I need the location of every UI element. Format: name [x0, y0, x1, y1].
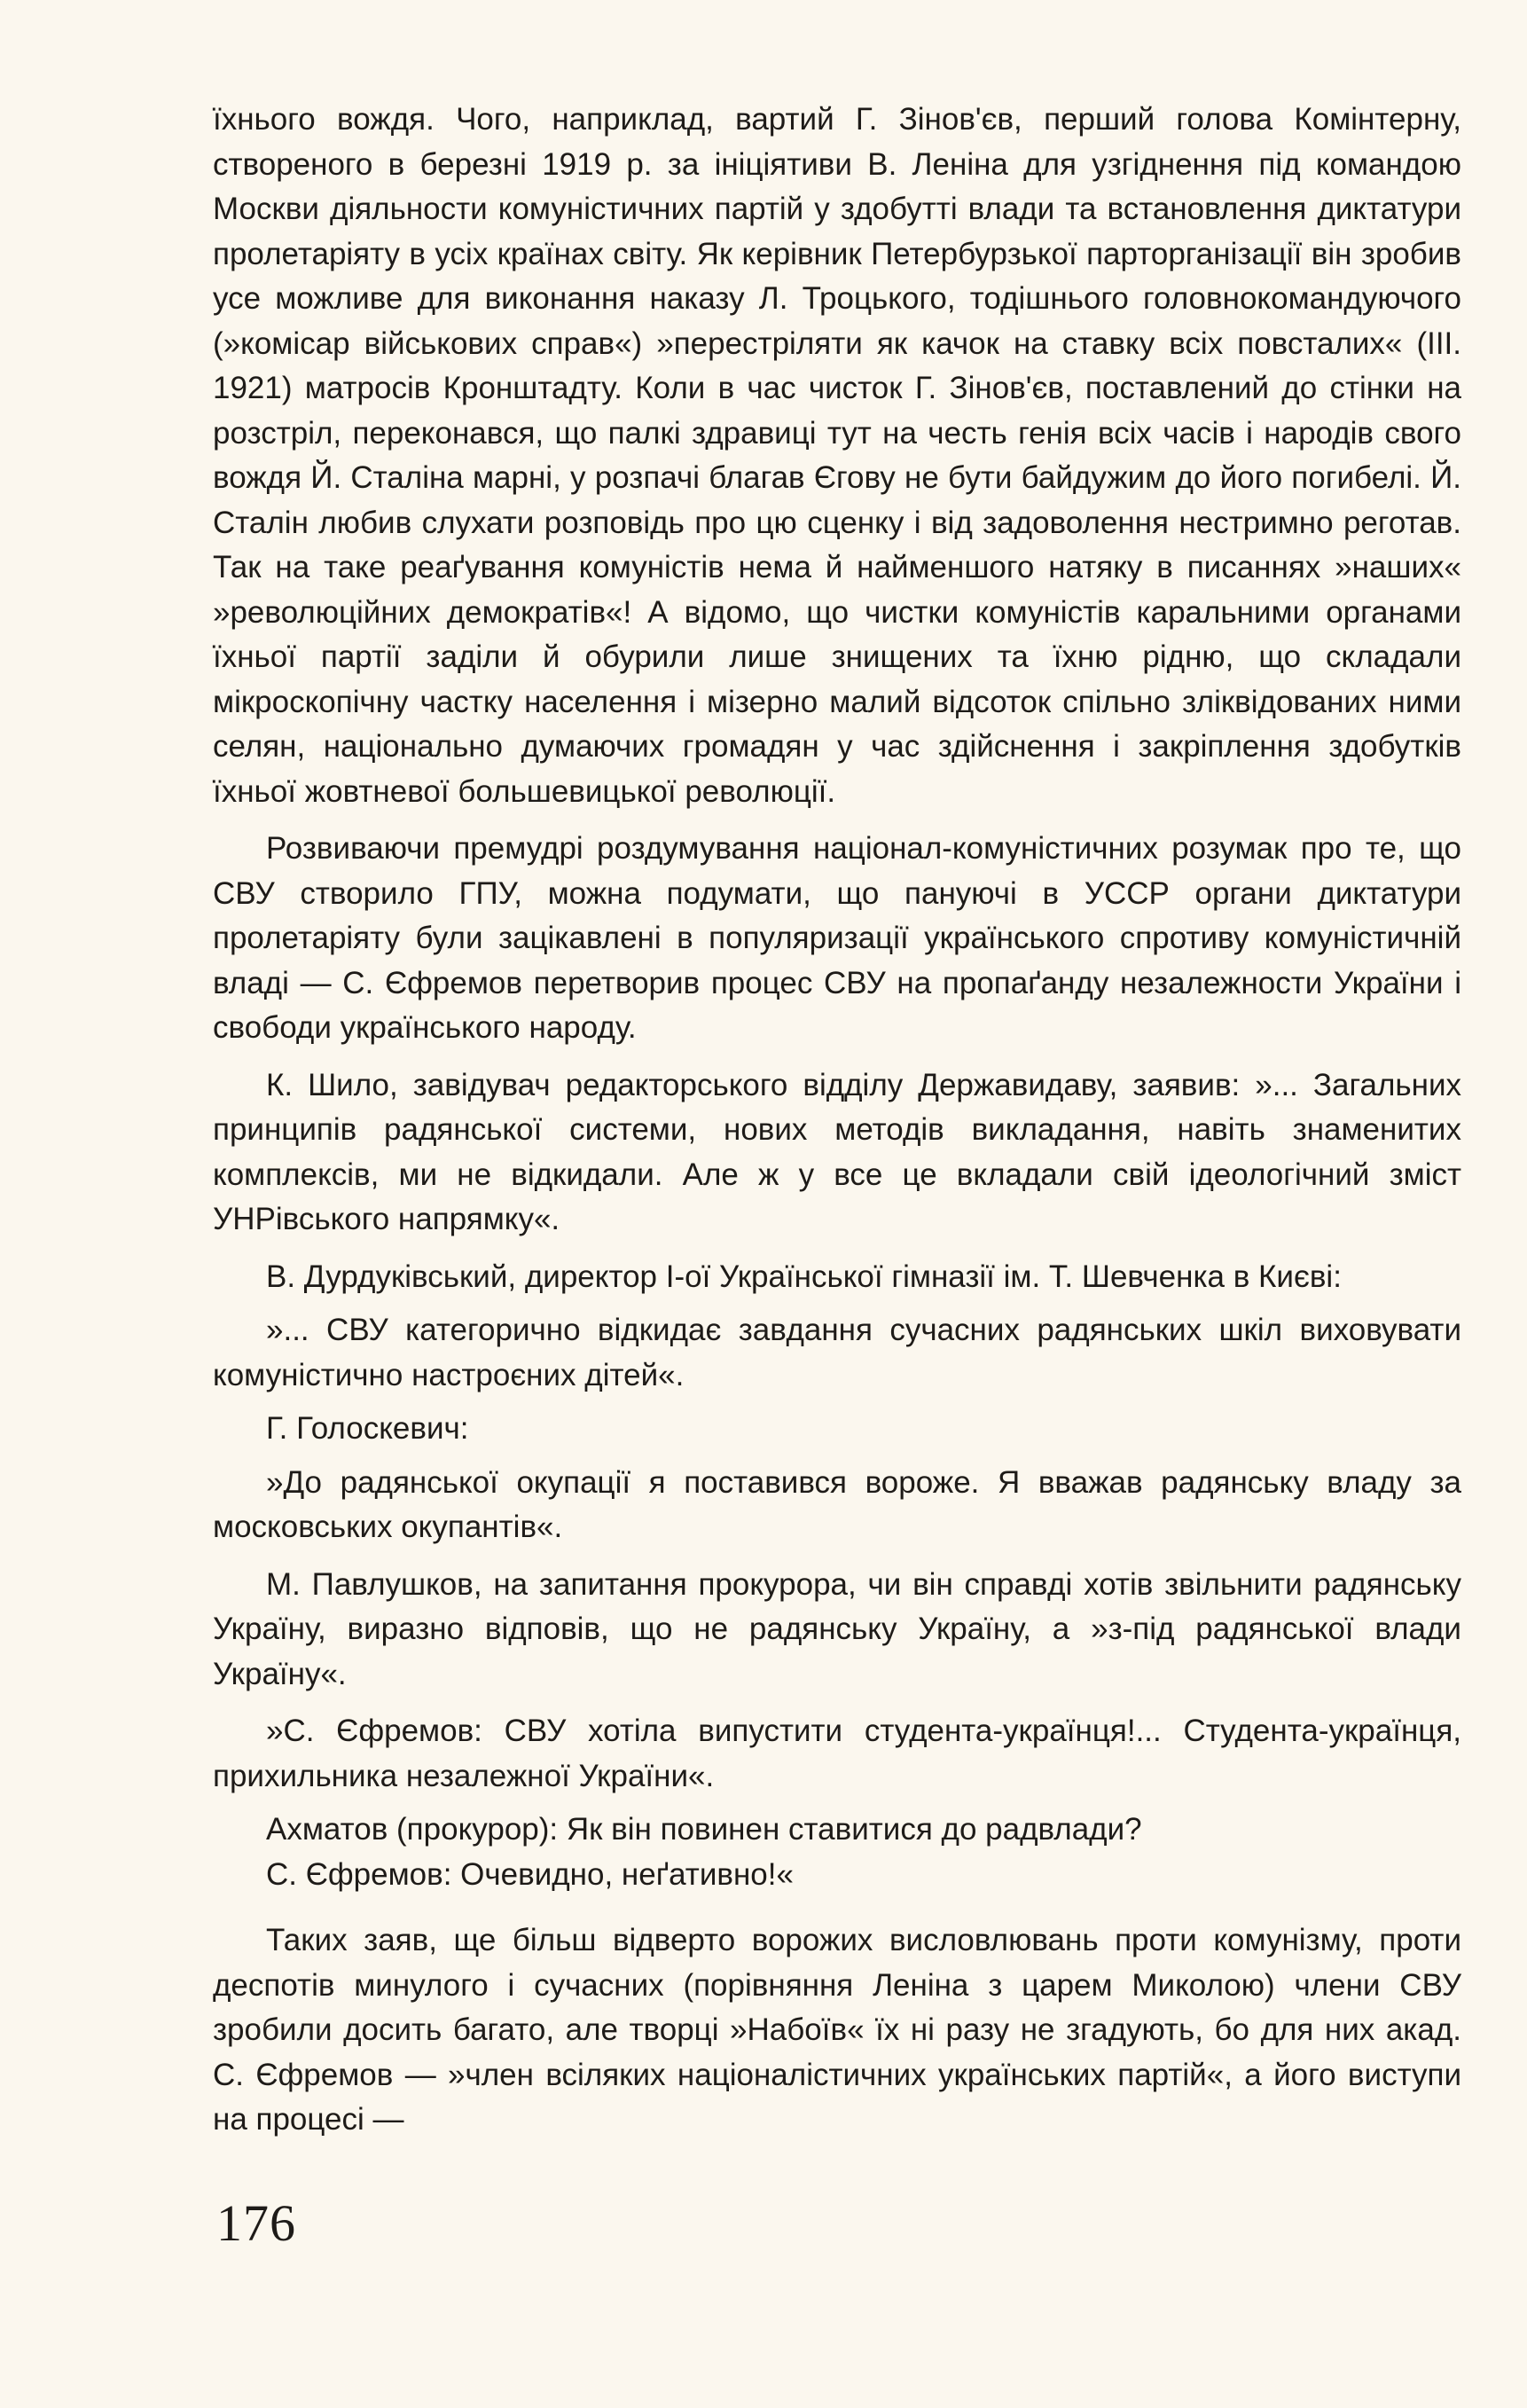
paragraph-holoskevych-quote: »До радянської окупації я поставився вороже. Я вважав радянську владу за московських окупантів«.	[213, 1464, 1461, 1544]
paragraph-conclusion: Таких заяв, ще більш відверто ворожих висловлювань проти комунізму, проти деспотів минулого і сучасних (порівняння Леніна з царем Миколою) члени СВУ зробили досить багато, але творці »Набоїв« їх ні разу не згадують, бо для них акад. С. Єфремов — »член всіляких націоналістичних українських партій«, а його виступи на процесі —	[213, 1923, 1461, 2137]
paragraph-yefremov-answer: С. Єфремов: Очевидно, неґативно!«	[266, 1856, 794, 1892]
paragraph-yefremov-quote: »С. Єфремов: СВУ хотіла випустити студента-українця!... Студента-українця, прихильника незалежної України«.	[213, 1714, 1461, 1793]
paragraph-svu-gpu: Розвиваючи премудрі роздумування націонал-комуністичних розумак про те, що СВУ створило ГПУ, можна подумати, що пануючі в УССР органи диктатури пролетаріяту були зацікавлені в популяризації українського спротиву комуністичній владі — С. Єфремов перетворив процес СВУ на пропаґанду незалежности України і свободи українського народу.	[213, 831, 1461, 1045]
paragraph-akhmatov-question: Ахматов (прокурор): Як він повинен ставитися до радвлади?	[266, 1812, 1142, 1847]
paragraph-zinoviev: їхнього вождя. Чого, наприклад, вартий Г. Зінов'єв, перший голова Комінтерну, створеного в березні 1919 р. за ініціятиви В. Леніна для узгіднення під командою Москви діяльности комуністичних партій у здобутті влади та встановлення диктатури пролетаріяту в усіх країнах світу. Як керівник Петербурзької парторганізації він зробив усе можливе для виконання наказу Л. Троцького, тодішнього головнокомандуючого (»комісар військових справ«) »перестріляти як качок на ставку всіх повсталих« (III. 1921) матросів Кронштадту. Коли в час чисток Г. Зінов'єв, поставлений до стінки на розстріл, переконався, що палкі здравиці тут на честь генія всіх часів і народів свого вождя Й. Сталіна марні, у розпачі благав Єгову не бути байдужим до його погибелі. Й. Сталін любив слухати розповідь про цю сценку і від задоволення нестримно реготав. Так на таке реаґування комуністів нема й найменшого натяку в писаннях »наших« »революційних демократів«! А відомо, що чистки комуністів каральними органами їхньої партії заділи й обурили лише знищених та їхню рідню, що складали мікроскопічну частку населення і мізерно малий відсоток спільно зліквідованих ними селян, національно думаючих громадян у час здійснення і закріплення здобутків їхньої жовтневої большевицької революції.	[213, 102, 1461, 809]
paragraph-holoskevych: Г. Голоскевич:	[266, 1411, 469, 1446]
paragraph-pavlushkov: М. Павлушков, на запитання прокурора, чи він справді хотів звільнити радянську Україну, виразно відповів, що не радянську Україну, а »з-під радянської влади Україну«.	[213, 1566, 1461, 1691]
page-text	[213, 98, 1461, 2143]
page-number: 176	[216, 2194, 296, 2252]
paragraph-durdukivsky-quote: »... СВУ категорично відкидає завдання сучасних радянських шкіл виховувати комуністично настроєних дітей«.	[213, 1313, 1461, 1392]
paragraph-shylo-quote: К. Шило, завідувач редакторського відділу Державидаву, заявив: »... Загальних принципів радянської системи, нових методів викладання, навіть знаменитих комплексів, ми не відкидали. Але ж у все це вкладали свій ідеологічний зміст УНРівського напрямку«.	[213, 1067, 1461, 1236]
paragraph-durdukivsky: В. Дурдуківський, директор І-ої Української гімназії ім. Т. Шевченка в Києві:	[266, 1259, 1342, 1294]
